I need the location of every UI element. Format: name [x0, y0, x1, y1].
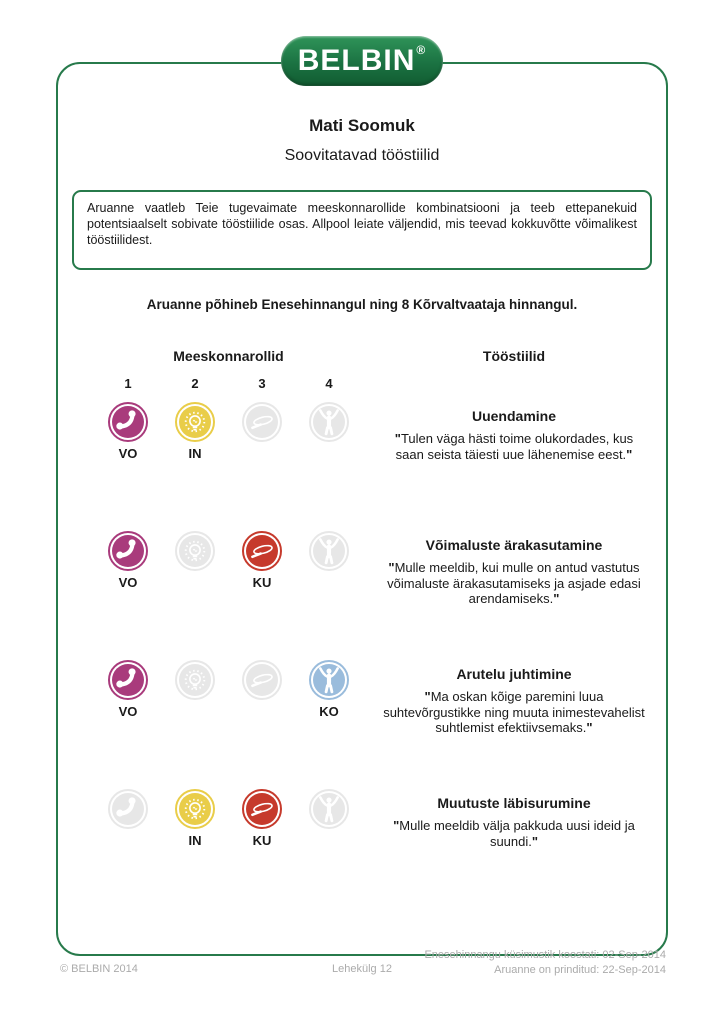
person-name: Mati Soomuk [309, 116, 415, 135]
team-role-cell [175, 789, 215, 848]
workstyle-title: Võimaluste ärakasutamine [425, 537, 603, 553]
lightbulb-icon [175, 789, 215, 829]
workstyle-quote: "Ma oskan kõige paremini luua suhtevõrgustikke ning muuta inimestevahelist suhtlemist efektiivsemaks." [383, 689, 645, 735]
team-role-cell [175, 531, 215, 590]
team-role-label: KO [319, 704, 339, 719]
workstyle-quote: "Tulen väga hästi toime olukordades, kus saan seista täiesti uue lähenemise eest." [394, 431, 634, 462]
team-role-label: KU [252, 575, 272, 590]
team-role-cell [309, 531, 349, 590]
person-icon [309, 660, 349, 700]
workstyle-row [0, 789, 724, 899]
workstyle-text [368, 408, 660, 462]
column-number-2: 2 [191, 376, 199, 391]
column-number-1: 1 [124, 376, 132, 391]
whip-icon [242, 660, 282, 700]
lightbulb-icon [175, 402, 215, 442]
team-role-cell [108, 660, 148, 719]
person-icon [309, 531, 349, 571]
team-role-cell [242, 531, 282, 590]
workstyle-quote: "Mulle meeldib, kui mulle on antud vastutus võimaluste ärakasutamiseks ja asjade edasi arendamiseks." [387, 560, 641, 606]
workstyle-text [368, 537, 660, 607]
footer-printed-date: Aruanne on prinditud: 22-Sep-2014 [494, 964, 666, 976]
telephone-icon [108, 402, 148, 442]
column-numbers [108, 376, 349, 391]
team-role-label: VO [118, 575, 138, 590]
whip-icon [242, 531, 282, 571]
team-role-cell [108, 531, 148, 590]
footer-page-number: Lehekülg 12 [332, 963, 392, 975]
lightbulb-icon [175, 660, 215, 700]
team-role-label: VO [118, 446, 138, 461]
belbin-logo-text: BELBIN [297, 44, 416, 77]
team-role-icons [108, 402, 349, 461]
person-icon [309, 789, 349, 829]
team-role-cell [309, 789, 349, 848]
workstyle-quote: "Mulle meeldib välja pakkuda uusi ideid ja suundi." [393, 818, 635, 849]
workstyle-title: Uuendamine [471, 408, 556, 424]
column-header-work-styles: Tööstiilid [482, 348, 546, 364]
footer-copyright: © BELBIN 2014 [60, 963, 138, 975]
report-subtitle: Soovitatavad tööstiilid [284, 147, 440, 164]
column-header-team-roles: Meeskonnarollid [173, 348, 284, 364]
basis-line: Aruanne põhineb Enesehinnangul ning 8 Kõrvaltvaataja hinnangul. [146, 297, 578, 312]
team-role-label: KU [252, 833, 272, 848]
team-role-label: VO [118, 704, 138, 719]
team-role-cell [175, 660, 215, 719]
team-role-icons [108, 660, 349, 719]
workstyle-title: Arutelu juhtimine [456, 666, 572, 682]
telephone-icon [108, 531, 148, 571]
intro-text: Aruanne vaatleb Teie tugevaimate meeskonnarollide kombinatsiooni ja teeb ettepanekuid potentsiaalselt sobivate tööstiilide osas. Allpool leiate väljendid, mis teevad kokkuvõtte võimalikest tööstiilidest. [87, 201, 637, 247]
workstyle-text [368, 666, 660, 736]
telephone-icon [108, 789, 148, 829]
workstyle-title: Muutuste läbisurumine [437, 795, 591, 811]
team-role-label: IN [188, 833, 202, 848]
footer-created-date: Enesehinnangu küsimustik koostati: 02-Sep-2014 [424, 949, 666, 961]
team-role-cell [175, 402, 215, 461]
lightbulb-icon [175, 531, 215, 571]
intro-box [72, 190, 652, 270]
workstyle-text [368, 795, 660, 849]
whip-icon [242, 402, 282, 442]
team-role-cell [309, 660, 349, 719]
team-role-cell [242, 660, 282, 719]
belbin-logo [281, 36, 443, 86]
team-role-cell [242, 402, 282, 461]
registered-mark: ® [416, 43, 427, 57]
team-role-icons [108, 531, 349, 590]
whip-icon [242, 789, 282, 829]
team-role-cell [108, 402, 148, 461]
person-icon [309, 402, 349, 442]
column-number-3: 3 [258, 376, 266, 391]
workstyle-row [0, 402, 724, 512]
team-role-icons [108, 789, 349, 848]
team-role-cell [309, 402, 349, 461]
team-role-cell [242, 789, 282, 848]
workstyle-row [0, 531, 724, 641]
telephone-icon [108, 660, 148, 700]
column-number-4: 4 [325, 376, 333, 391]
team-role-cell [108, 789, 148, 848]
workstyle-row [0, 660, 724, 770]
footer-dates [424, 948, 666, 978]
team-role-label: IN [188, 446, 202, 461]
